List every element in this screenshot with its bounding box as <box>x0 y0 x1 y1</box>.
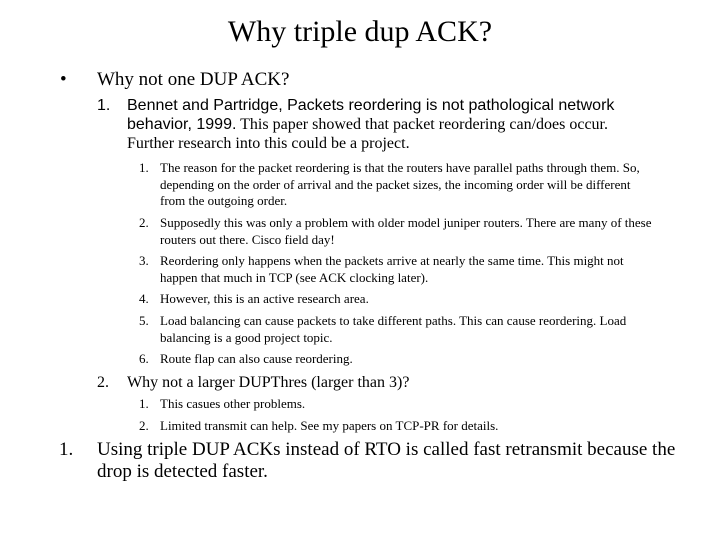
item-2-text: Why not a larger DUPThres (larger than 3)? <box>127 374 410 391</box>
subitem-mark: 4. <box>139 291 149 306</box>
subitem-mark: 3. <box>139 253 149 268</box>
subitem-text: Reordering only happens when the packets arrive at nearly the same time. This might not happen that much in TCP (see ACK clocking later). <box>160 253 624 285</box>
slide-title: Why triple dup ACK? <box>227 15 493 48</box>
subitem-text: The reason for the packet reordering is that the routers have parallel paths through them. So, depending on the order of arrival and the packet sizes, the incoming order will be different from the outgoing order. <box>160 160 640 208</box>
subitem-mark: 1. <box>139 160 149 175</box>
subitem-text: Load balancing can cause packets to take different paths. This can cause reordering. Load balancing is a good project topic. <box>160 313 627 345</box>
subitem-text: Route flap can also cause reordering. <box>160 351 353 366</box>
item-1-text <box>127 96 647 153</box>
subitem-mark: 2. <box>139 418 149 433</box>
subitem-text: Supposedly this was only a problem with older model juniper routers. There are many of these routers out there. Cisco field day! <box>160 215 652 247</box>
item-1-description: This paper showed that packet reordering can/does occur. Further research into this could be a project. <box>127 116 608 152</box>
bullet-text: Why not one DUP ACK? <box>97 69 290 90</box>
bullet-mark: • <box>60 69 67 90</box>
final-mark: 1. <box>59 439 74 460</box>
subitem-mark: 2. <box>139 215 149 230</box>
item-1-mark: 1. <box>97 97 111 114</box>
final-text: Using triple DUP ACKs instead of RTO is called fast retransmit because the drop is detected faster. <box>97 439 676 482</box>
subitem-text: This casues other problems. <box>160 396 306 411</box>
subitem-text: Limited transmit can help. See my papers on TCP-PR for details. <box>160 418 499 433</box>
item-2-mark: 2. <box>97 374 109 391</box>
subitem-mark: 6. <box>139 351 149 366</box>
subitem-mark: 5. <box>139 313 149 328</box>
item-1-citation: Bennet and Partridge, Packets reordering is not pathological network behavior, 1999. <box>127 97 615 133</box>
subitem-text: However, this is an active research area. <box>160 291 369 306</box>
subitem-mark: 1. <box>139 396 149 411</box>
